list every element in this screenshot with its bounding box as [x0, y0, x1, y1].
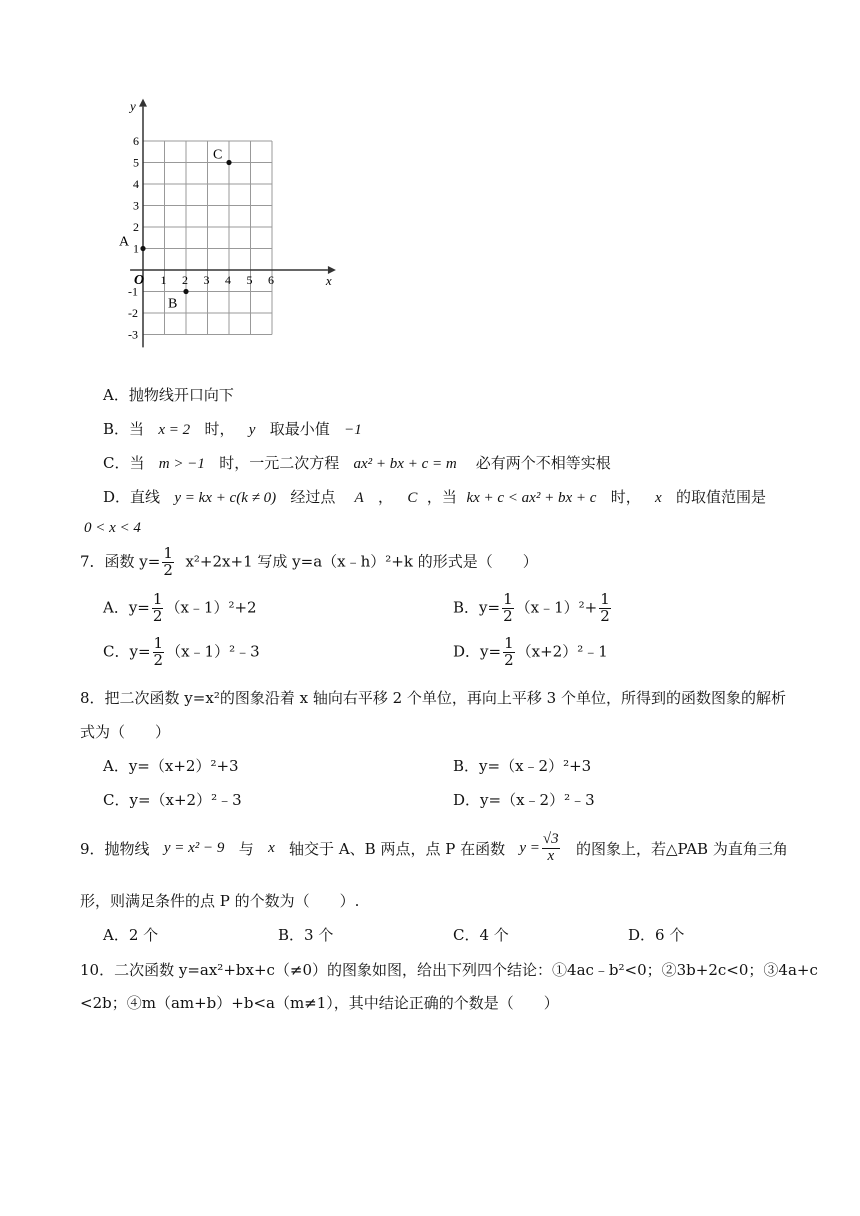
q6-option-c: C．当 m > −1 时，一元二次方程 ax² + bx + c = m 必有两个不相等实根 [103, 454, 611, 472]
y-tick-label: -2 [128, 306, 138, 320]
x-tick-label: 3 [203, 273, 210, 287]
q9-option-d: D．6 个 [628, 926, 685, 944]
fraction: $\frac{1}{2}$ [163, 544, 173, 579]
point-c [226, 160, 231, 165]
x-tick-label: 5 [246, 273, 253, 287]
y-axis-label: y [130, 98, 136, 114]
q8-option-d: D．y=（x﹣2）²﹣3 [453, 791, 595, 809]
point-label-c: C [213, 147, 223, 163]
origin-label: O [134, 273, 145, 288]
x-axis-label: x [325, 273, 332, 288]
y-tick-label: -3 [128, 327, 138, 342]
fraction: $\frac{√3}{x}$ [542, 830, 559, 864]
tick-labels [128, 99, 332, 342]
y-tick-label: 5 [133, 155, 139, 170]
q9-stem-line2: 形，则满足条件的点 P 的个数为（ ）. [80, 892, 360, 910]
q6-option-a: A．抛物线开口向下 [103, 386, 234, 404]
x-tick-label: 1 [160, 273, 167, 287]
q9-option-c: C．4 个 [453, 926, 509, 944]
point-label-a: A [119, 234, 130, 250]
x-tick-label: 6 [268, 273, 274, 287]
q7-option-d: D．y= $\frac{1}{2}$ （x+2）²﹣1 [453, 634, 608, 669]
x-tick-label: 4 [225, 273, 231, 287]
y-tick-label: 4 [133, 177, 139, 191]
q6-option-d-range: 0 < x < 4 [84, 520, 141, 536]
y-tick-label: 3 [133, 198, 139, 213]
y-tick-label: 6 [133, 134, 139, 148]
q8-stem-line2: 式为（ ） [80, 723, 171, 741]
coordinate-graph [110, 88, 330, 358]
x-tick-label: 2 [182, 273, 188, 287]
q10-stem-line1: 10．二次函数 y=ax²+bx+c（≠0）的图象如图，给出下列四个结论：①4ac﹣b²<0；②3b+2c<0；③4a+c [80, 961, 818, 979]
y-axis-arrow [139, 99, 147, 107]
q8-option-c: C．y=（x+2）²﹣3 [103, 791, 242, 809]
q10-stem-line2: <2b；④m（am+b）+b<a（m≠1），其中结论正确的个数是（ ） [80, 994, 559, 1012]
axes [130, 99, 336, 348]
q8-option-a: A．y=（x+2）²+3 [103, 757, 239, 775]
q7-stem: 7．函数 y= $\frac{1}{2}$ x²+2x+1 写成 y=a（x﹣h）²+k 的形式是（ ） [80, 544, 538, 579]
q9-option-b: B．3 个 [278, 926, 334, 944]
y-tick-label: 2 [133, 220, 139, 234]
q7-option-c: C．y= $\frac{1}{2}$ （x﹣1）²﹣3 [103, 634, 260, 669]
y-tick-label: -1 [128, 284, 138, 299]
grid [143, 141, 272, 335]
q7-option-a: A．y= $\frac{1}{2}$ （x﹣1）²+2 [103, 590, 257, 625]
point-a [140, 246, 145, 251]
y-tick-label: 1 [133, 241, 139, 256]
q8-option-b: B．y=（x﹣2）²+3 [453, 757, 592, 775]
q6-option-b: B．当 x = 2 时， y 取最小值 −1 [103, 420, 362, 438]
q7-option-b: B．y= $\frac{1}{2}$ （x﹣1）²+ $\frac{1}{2}$ [453, 590, 610, 625]
q9-stem-line1: 9．抛物线 y = x² − 9 与 x 轴交于 A、B 两点，点 P 在函数 y = $\frac{√3}{x}$ 的图象上，若△PAB 为直角三角 [80, 830, 788, 864]
q9-option-a: A．2 个 [103, 926, 159, 944]
point-label-b: B [168, 296, 178, 312]
point-b [183, 289, 188, 294]
q8-stem-line1: 8．把二次函数 y=x²的图象沿着 x 轴向右平移 2 个单位，再向上平移 3 个单位，所得到的函数图象的解析 [80, 689, 786, 707]
q6-option-d: D．直线 y = kx + c(k ≠ 0) 经过点 A ， C ，当 kx + c < ax² + bx + c 时， x 的取值范围是 [103, 488, 767, 506]
